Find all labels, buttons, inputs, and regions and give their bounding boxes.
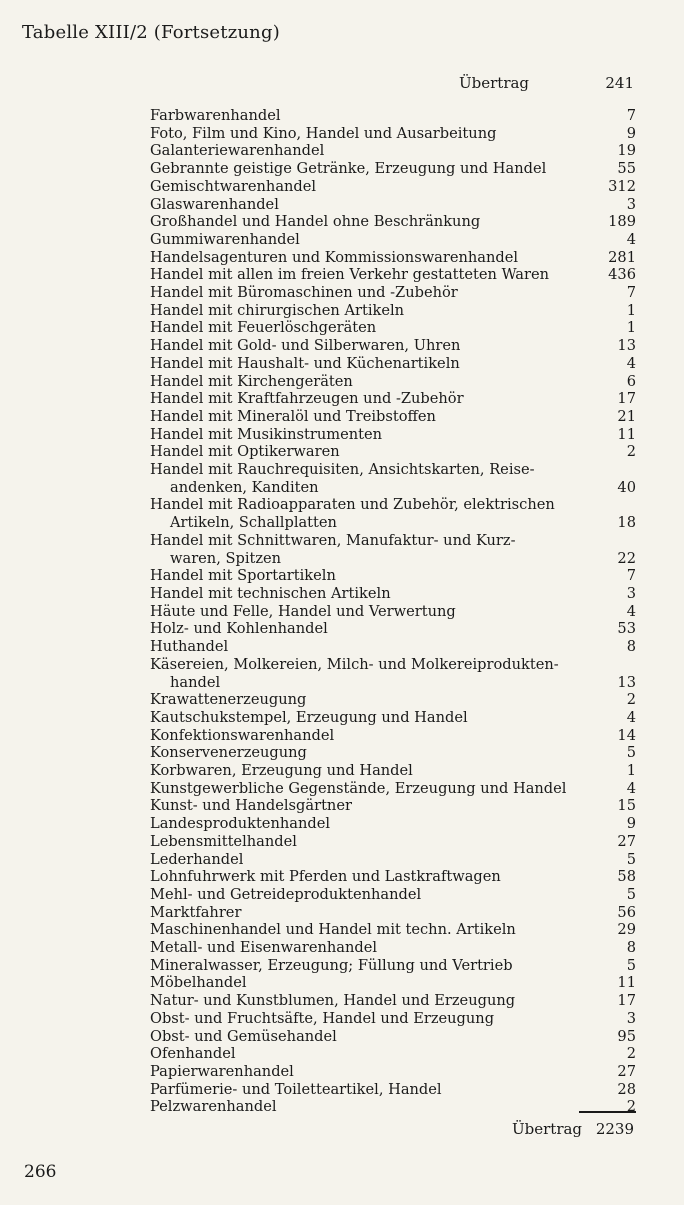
row-label-text: Galanteriewarenhandel — [150, 142, 325, 160]
row-label-text: Farbwarenhandel — [150, 107, 281, 124]
row-value: 29 — [617, 921, 636, 939]
table-row — [150, 249, 636, 267]
row-label-text: Huthandel — [150, 638, 229, 656]
row-label — [150, 762, 627, 780]
sum-rule — [579, 1111, 636, 1113]
row-label — [150, 443, 627, 461]
table-row — [150, 355, 636, 373]
table-body — [150, 107, 636, 1116]
row-label-continuation: waren, Spitzen — [170, 549, 282, 567]
table-row — [150, 266, 636, 284]
table-row — [150, 160, 636, 178]
row-value: 1 — [626, 319, 636, 337]
row-label — [150, 603, 627, 621]
table-row — [150, 319, 636, 337]
row-value: 11 — [617, 974, 636, 992]
row-value: 22 — [617, 549, 636, 567]
row-label — [150, 957, 627, 975]
row-label — [150, 815, 627, 833]
row-label — [150, 886, 627, 904]
row-value: 281 — [608, 248, 636, 266]
row-label — [150, 142, 617, 160]
row-label-text: Konfektionswarenhandel — [150, 726, 335, 744]
row-label — [150, 213, 608, 231]
row-label-text: Mineralwasser, Erzeugung; Füllung und Vertrieb — [150, 956, 513, 974]
row-value: 56 — [617, 903, 636, 921]
page-number: 266 — [24, 1162, 57, 1182]
table-row — [150, 727, 636, 745]
row-label-text: Maschinenhandel und Handel mit techn. Artikeln — [150, 921, 516, 939]
table-row — [150, 567, 636, 585]
row-value: 6 — [626, 372, 636, 390]
row-label-text: Möbelhandel — [150, 974, 247, 992]
row-value: 13 — [617, 673, 636, 691]
row-label — [150, 532, 617, 567]
row-label-text: Handel mit Rauchrequisiten, Ansichtskarten, Reise- — [150, 461, 535, 479]
row-value: 4 — [626, 230, 636, 248]
row-label — [150, 125, 627, 143]
row-value: 17 — [617, 390, 636, 408]
row-value: 58 — [617, 868, 636, 886]
row-label-continuation: Artikeln, Schallplatten — [170, 514, 337, 532]
row-value: 189 — [608, 213, 636, 231]
row-label-text: Lebensmittelhandel — [150, 832, 297, 850]
table-row — [150, 196, 636, 214]
row-value: 27 — [617, 832, 636, 850]
row-label — [150, 496, 617, 531]
row-label-continuation: handel — [170, 673, 221, 691]
row-value: 8 — [626, 939, 636, 957]
row-label — [150, 107, 627, 125]
row-label-text: Handelsagenturen und Kommissionswarenhandel — [150, 248, 519, 266]
row-label — [150, 974, 617, 992]
row-label — [150, 373, 627, 391]
row-value: 7 — [626, 284, 636, 302]
row-value: 312 — [608, 177, 636, 195]
row-label — [150, 1063, 617, 1081]
row-label-text: Handel mit chirurgischen Artikeln — [150, 301, 405, 319]
row-label-text: Kunst- und Handelsgärtner — [150, 797, 352, 815]
row-label-text: Käsereien, Molkereien, Milch- und Molkereiprodukten- — [150, 655, 559, 673]
row-label-text: Foto, Film und Kino, Handel und Ausarbeitung — [150, 124, 497, 142]
table-row — [150, 815, 636, 833]
row-label — [150, 638, 627, 656]
row-label-text: Metall- und Eisenwarenhandel — [150, 939, 378, 957]
row-value: 2 — [626, 691, 636, 709]
table-row — [150, 957, 636, 975]
table-row — [150, 921, 636, 939]
row-label-text: Handel mit technischen Artikeln — [150, 584, 391, 602]
table-row — [150, 851, 636, 869]
row-value: 436 — [608, 266, 636, 284]
row-label-text: Gebrannte geistige Getränke, Erzeugung und Handel — [150, 160, 547, 178]
row-value: 4 — [626, 354, 636, 372]
row-label-text: Holz- und Kohlenhandel — [150, 620, 328, 638]
row-label-text: Handel mit Haushalt- und Küchenartikeln — [150, 354, 460, 372]
row-label-text: Mehl- und Getreideproduktenhandel — [150, 885, 422, 903]
row-label-text: Handel mit Kraftfahrzeugen und -Zubehör — [150, 390, 464, 408]
row-label — [150, 390, 617, 408]
table-row — [150, 797, 636, 815]
row-label-text: Häute und Felle, Handel und Verwertung — [150, 602, 456, 620]
row-label-continuation: andenken, Kanditen — [170, 478, 319, 496]
table-row — [150, 691, 636, 709]
row-label — [150, 1010, 627, 1028]
row-label-text: Handel mit Mineralöl und Treibstoffen — [150, 407, 436, 425]
table-row — [150, 585, 636, 603]
row-label-text: Pelzwarenhandel — [150, 1098, 277, 1116]
row-value: 5 — [626, 956, 636, 974]
table-row — [150, 1081, 636, 1099]
row-label-text: Handel mit Musikinstrumenten — [150, 425, 383, 443]
row-label-text: Lederhandel — [150, 850, 244, 868]
row-label — [150, 461, 617, 496]
table-row — [150, 1063, 636, 1081]
row-value: 40 — [617, 478, 636, 496]
row-value: 53 — [617, 620, 636, 638]
row-value: 17 — [617, 992, 636, 1010]
table-row — [150, 337, 636, 355]
row-label-text: Gemischtwarenhandel — [150, 177, 317, 195]
row-label — [150, 833, 617, 851]
table-row — [150, 709, 636, 727]
row-label-text: Landesproduktenhandel — [150, 815, 330, 833]
row-value: 2 — [626, 1045, 636, 1063]
row-label — [150, 249, 608, 267]
row-label — [150, 160, 617, 178]
row-label — [150, 567, 627, 585]
row-label-text: Handel mit Kirchengeräten — [150, 372, 353, 390]
row-value: 1 — [626, 762, 636, 780]
table-row — [150, 426, 636, 444]
table-row — [150, 744, 636, 762]
table-row — [150, 107, 636, 125]
row-label — [150, 992, 617, 1010]
row-label — [150, 302, 627, 320]
row-value: 1 — [626, 301, 636, 319]
row-label — [150, 266, 608, 284]
row-label — [150, 851, 627, 869]
row-label-text: Lohnfuhrwerk mit Pferden und Lastkraftwagen — [150, 868, 501, 886]
table-row — [150, 213, 636, 231]
carry-over-label: Übertrag — [459, 74, 530, 92]
row-label-text: Kautschukstempel, Erzeugung und Handel — [150, 708, 468, 726]
table-row — [150, 142, 636, 160]
table-row — [150, 656, 636, 691]
row-label — [150, 1098, 627, 1116]
row-label-text: Obst- und Gemüsehandel — [150, 1027, 337, 1045]
row-label — [150, 939, 627, 957]
row-label-text: Handel mit Optikerwaren — [150, 443, 340, 461]
row-label-text: Korbwaren, Erzeugung und Handel — [150, 762, 413, 780]
row-value: 3 — [626, 584, 636, 602]
row-value: 21 — [617, 407, 636, 425]
row-value: 9 — [626, 124, 636, 142]
row-value: 5 — [626, 850, 636, 868]
table-row — [150, 408, 636, 426]
table-row — [150, 390, 636, 408]
row-label — [150, 408, 617, 426]
table-row — [150, 178, 636, 196]
row-value: 14 — [617, 726, 636, 744]
row-value: 11 — [617, 425, 636, 443]
row-label-text: Natur- und Kunstblumen, Handel und Erzeugung — [150, 992, 516, 1010]
row-label — [150, 355, 627, 373]
row-value: 13 — [617, 337, 636, 355]
row-label — [150, 1028, 617, 1046]
row-label — [150, 727, 617, 745]
row-label — [150, 178, 608, 196]
row-label — [150, 284, 627, 302]
carry-over-total: 2239 — [595, 1120, 634, 1138]
table-row — [150, 886, 636, 904]
row-label — [150, 904, 617, 922]
row-value: 15 — [617, 797, 636, 815]
row-value: 3 — [626, 195, 636, 213]
row-value: 18 — [617, 514, 636, 532]
row-label-text: Handel mit Schnittwaren, Manufaktur- und Kurz- — [150, 531, 516, 549]
row-label — [150, 780, 627, 798]
row-label — [150, 921, 617, 939]
table-row — [150, 302, 636, 320]
row-label-text: Handel mit allen im freien Verkehr gestatteten Waren — [150, 266, 550, 284]
row-label — [150, 337, 617, 355]
row-label — [150, 620, 617, 638]
row-label — [150, 1081, 617, 1099]
table-row — [150, 638, 636, 656]
table-row — [150, 780, 636, 798]
table-row — [150, 762, 636, 780]
row-value: 55 — [617, 160, 636, 178]
row-label-text: Glaswarenhandel — [150, 195, 279, 213]
row-value: 8 — [626, 638, 636, 656]
table-row — [150, 904, 636, 922]
row-value: 28 — [617, 1080, 636, 1098]
row-value: 4 — [626, 708, 636, 726]
table-row — [150, 1098, 636, 1116]
row-label — [150, 231, 627, 249]
row-label — [150, 585, 627, 603]
row-value: 4 — [626, 779, 636, 797]
row-label-text: Gummiwarenhandel — [150, 230, 300, 248]
table-row — [150, 939, 636, 957]
row-label-text: Kunstgewerbliche Gegenstände, Erzeugung und Handel — [150, 779, 567, 797]
table-row — [150, 603, 636, 621]
table-row — [150, 231, 636, 249]
table-row — [150, 284, 636, 302]
table-row — [150, 974, 636, 992]
row-label — [150, 744, 627, 762]
row-label-text: Krawattenerzeugung — [150, 691, 307, 709]
table-row — [150, 868, 636, 886]
carry-over-value: 241 — [605, 74, 634, 92]
table-row — [150, 1045, 636, 1063]
row-label-text: Großhandel und Handel ohne Beschränkung — [150, 213, 481, 231]
row-value: 19 — [617, 142, 636, 160]
table-row — [150, 461, 636, 496]
row-label — [150, 797, 617, 815]
row-label-text: Parfümerie- und Toiletteartikel, Handel — [150, 1080, 442, 1098]
table-row — [150, 1010, 636, 1028]
row-label — [150, 656, 617, 691]
row-label — [150, 691, 627, 709]
row-value: 5 — [626, 744, 636, 762]
row-label — [150, 868, 617, 886]
table-row — [150, 532, 636, 567]
table-row — [150, 992, 636, 1010]
table-row — [150, 443, 636, 461]
row-label — [150, 426, 617, 444]
row-value: 4 — [626, 602, 636, 620]
row-label-text: Ofenhandel — [150, 1045, 236, 1063]
row-label-text: Marktfahrer — [150, 903, 242, 921]
row-label-text: Handel mit Sportartikeln — [150, 567, 336, 585]
table-row — [150, 833, 636, 851]
row-value: 95 — [617, 1027, 636, 1045]
page-title: Tabelle XIII/2 (Fortsetzung) — [22, 22, 280, 43]
table-row — [150, 125, 636, 143]
table-row — [150, 1028, 636, 1046]
row-label — [150, 1045, 627, 1063]
row-label-text: Papierwarenhandel — [150, 1062, 294, 1080]
row-label — [150, 709, 627, 727]
row-label-text: Konservenerzeugung — [150, 744, 307, 762]
row-value: 3 — [626, 1009, 636, 1027]
row-value: 7 — [626, 107, 636, 124]
row-label — [150, 319, 627, 337]
row-value: 7 — [626, 567, 636, 585]
row-label — [150, 196, 627, 214]
row-label-text: Handel mit Büromaschinen und -Zubehör — [150, 284, 458, 302]
row-label-text: Obst- und Fruchtsäfte, Handel und Erzeugung — [150, 1009, 495, 1027]
row-value: 9 — [626, 815, 636, 833]
table-row — [150, 373, 636, 391]
table-row — [150, 620, 636, 638]
row-value: 5 — [626, 885, 636, 903]
row-value: 2 — [626, 1098, 636, 1116]
row-label-text: Handel mit Radioapparaten und Zubehör, elektrischen — [150, 496, 555, 514]
row-label-text: Handel mit Feuerlöschgeräten — [150, 319, 377, 337]
carry-over-label: Übertrag — [512, 1120, 583, 1138]
table-row — [150, 496, 636, 531]
row-label-text: Handel mit Gold- und Silberwaren, Uhren — [150, 337, 461, 355]
row-value: 2 — [626, 443, 636, 461]
row-value: 27 — [617, 1062, 636, 1080]
